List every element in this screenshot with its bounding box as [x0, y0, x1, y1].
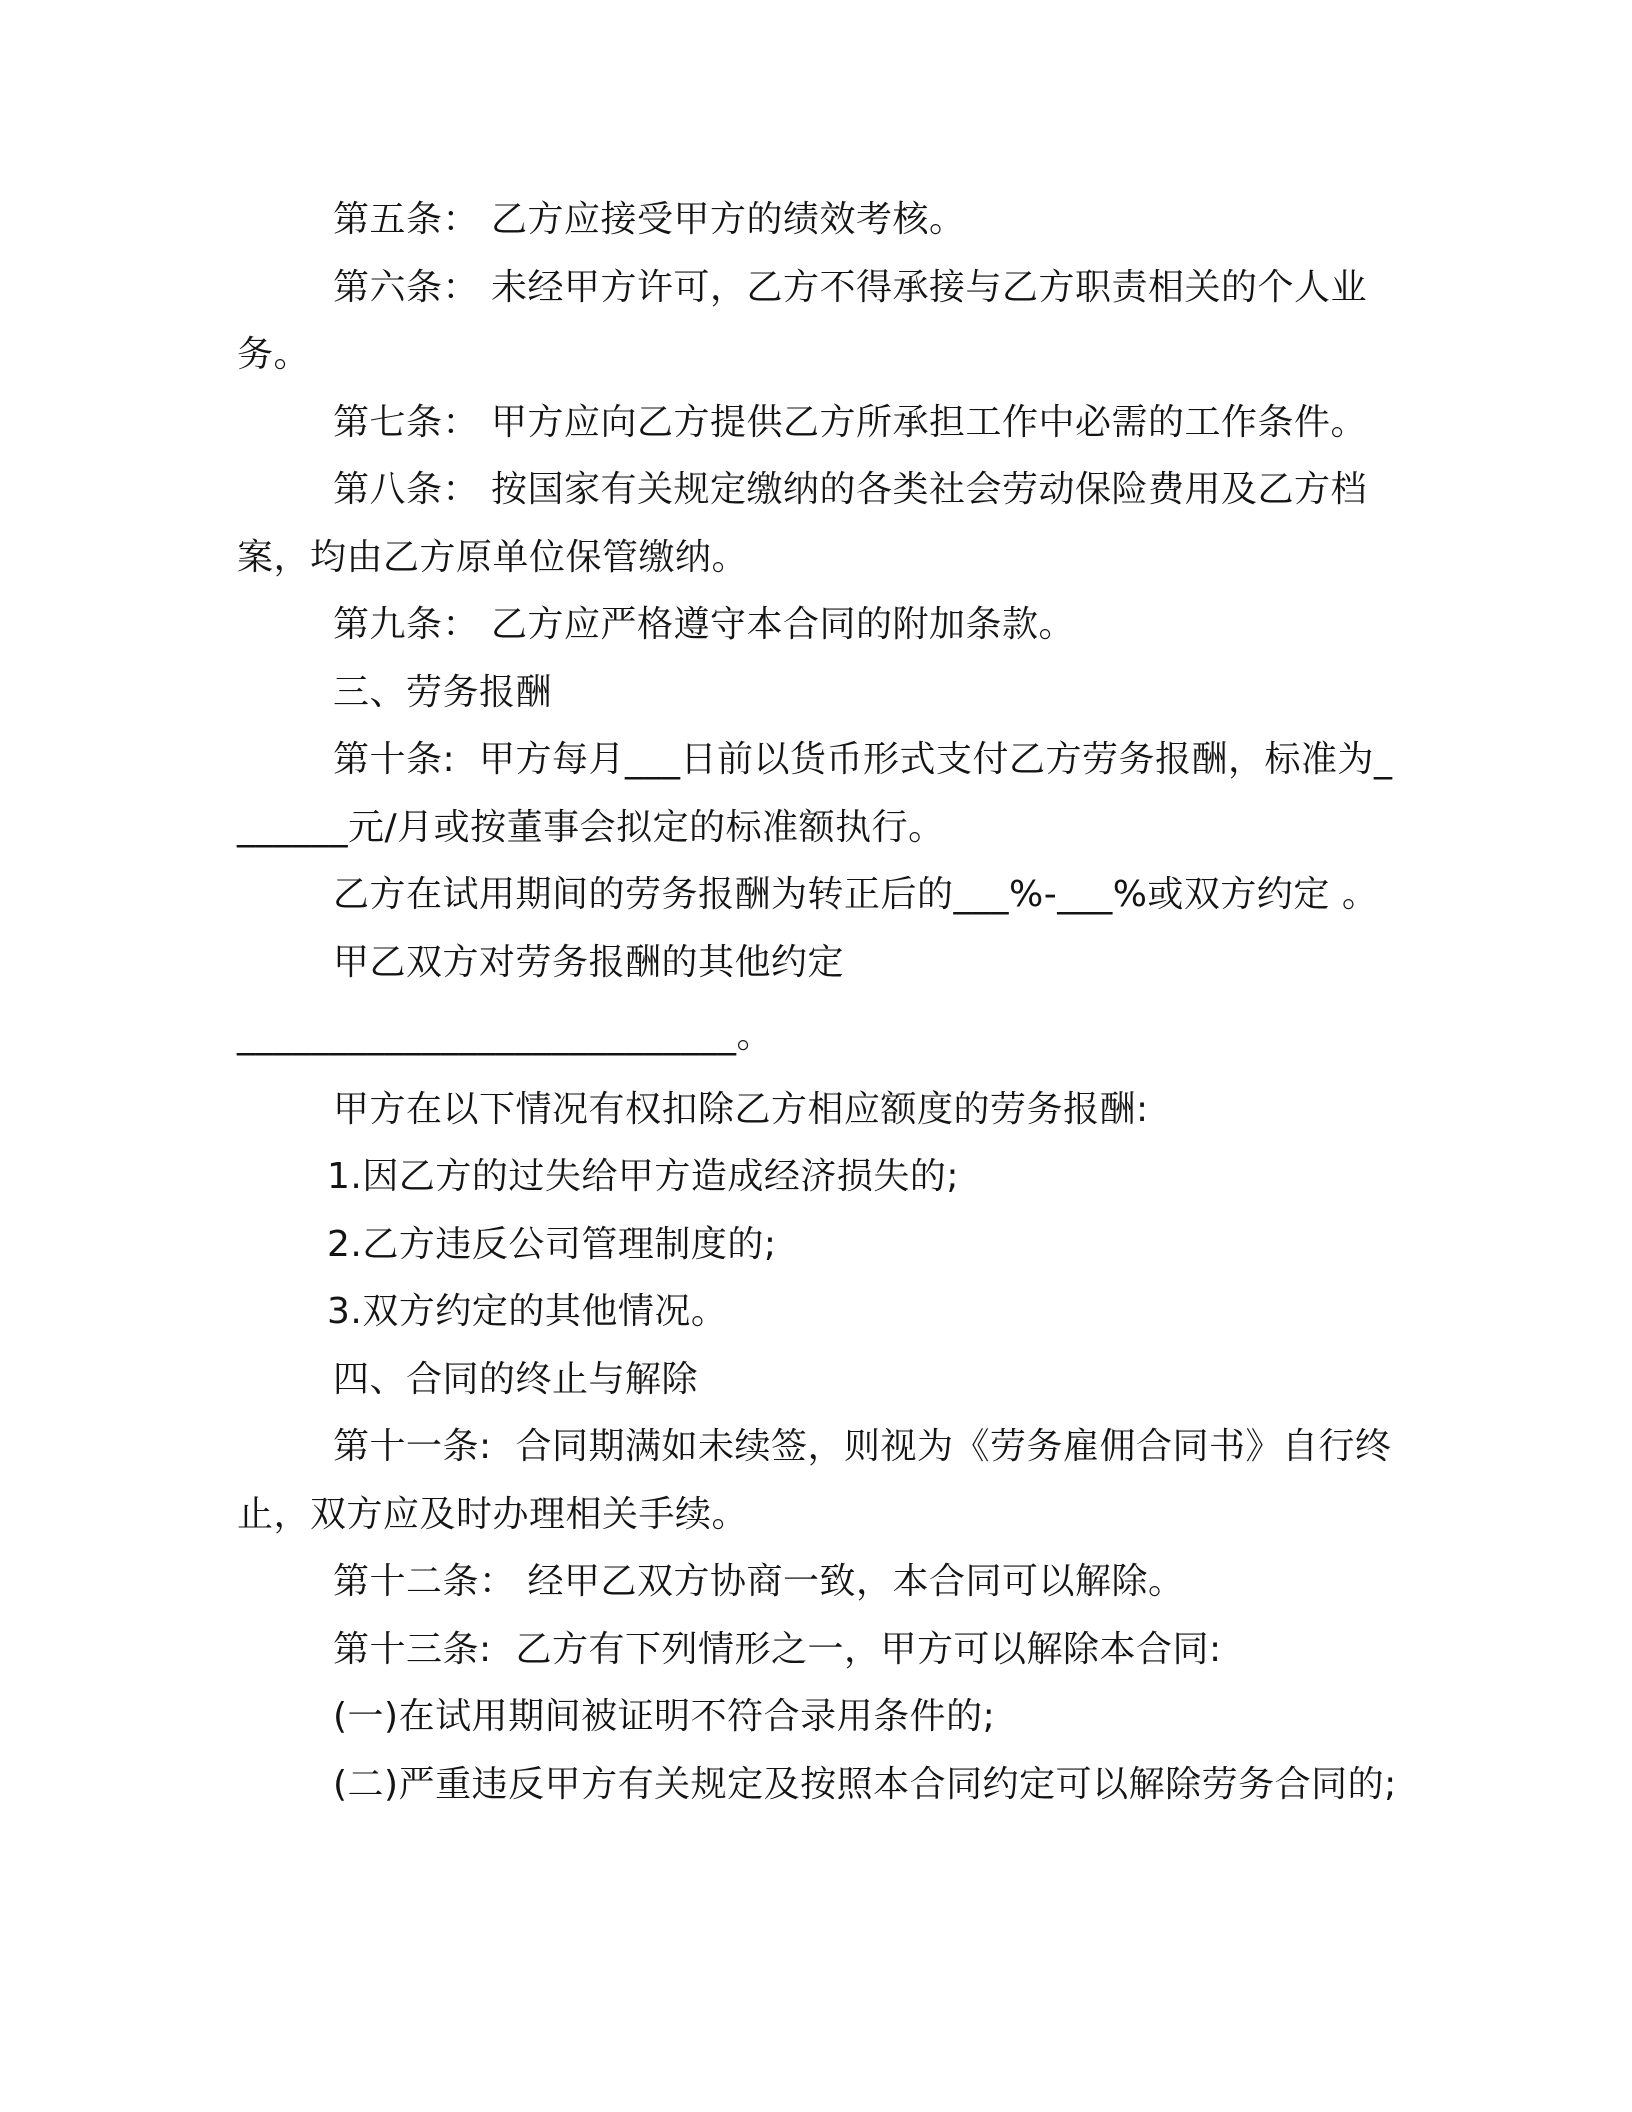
deduction-item-2: 2.乙方违反公司管理制度的;	[327, 1223, 777, 1265]
deduction-intro: 甲方在以下情况有权扣除乙方相应额度的劳务报酬:	[333, 1088, 1149, 1130]
article-6: 第六条： 未经甲方许可，乙方不得承接与乙方职责相关的个人业务。	[237, 266, 1367, 375]
document-body	[237, 186, 1397, 1818]
article-10: 第十条: 甲方每月___日前以货币形式支付乙方劳务报酬，标准为_______元/月或按董事会拟定的标准额执行。	[237, 739, 1393, 848]
deduction-item-3: 3.双方约定的其他情况。	[327, 1291, 728, 1332]
article-13-item-1: (一)在试用期间被证明不符合录用条件的;	[333, 1696, 996, 1737]
article-13-item-2: (二)严重违反甲方有关规定及按照本合同约定可以解除劳务合同的;	[333, 1763, 1397, 1805]
article-9: 第九条： 乙方应严格遵守本合同的附加条款。	[333, 604, 1075, 645]
other-pay-agreement: 甲乙双方对劳务报酬的其他约定	[333, 941, 845, 983]
article-12: 第十二条： 经甲乙双方协商一致，本合同可以解除。	[333, 1561, 1185, 1602]
other-pay-blank-line: ___________________________。	[237, 1015, 773, 1056]
article-13: 第十三条: 乙方有下列情形之一，甲方可以解除本合同:	[333, 1628, 1222, 1670]
article-5: 第五条： 乙方应接受甲方的绩效考核。	[333, 199, 966, 240]
article-11: 第十一条: 合同期满如未续签，则视为《劳务雇佣合同书》自行终止，双方应及时办理相关手续。	[237, 1426, 1392, 1535]
deduction-item-1: 1.因乙方的过失给甲方造成经济损失的;	[327, 1156, 959, 1197]
section-heading-remuneration: 三、劳务报酬	[333, 671, 553, 713]
probation-pay-clause: 乙方在试用期间的劳务报酬为转正后的___%-___%或双方约定 。	[333, 874, 1379, 915]
section-heading-termination: 四、合同的终止与解除	[333, 1358, 699, 1400]
article-7: 第七条： 甲方应向乙方提供乙方所承担工作中必需的工作条件。	[333, 401, 1367, 443]
article-8: 第八条： 按国家有关规定缴纳的各类社会劳动保险费用及乙方档案，均由乙方原单位保管缴纳。	[237, 469, 1367, 578]
